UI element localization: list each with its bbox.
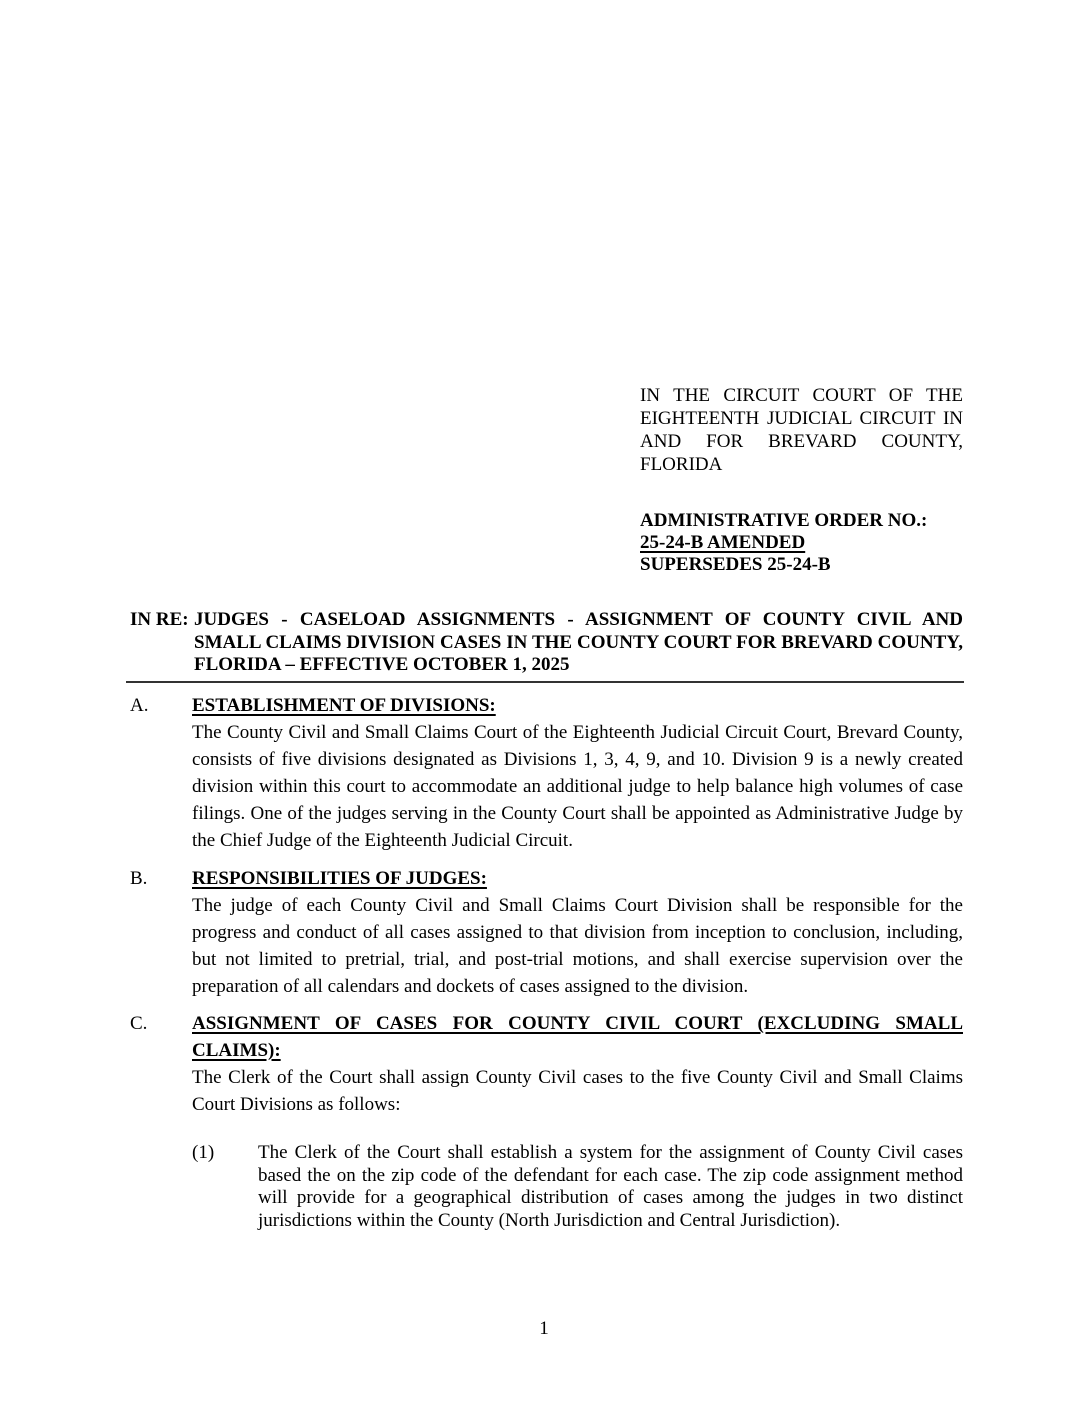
administrative-order-label: ADMINISTRATIVE ORDER NO.: <box>640 510 928 531</box>
in-re-block <box>130 609 963 677</box>
numbered-item-1 <box>192 1142 963 1232</box>
administrative-order-supersedes: SUPERSEDES 25-24-B <box>640 554 831 575</box>
section-c-body: The Clerk of the Court shall assign County Civil cases to the five County Civil and Small Claims Court Divisions as follows: <box>192 1067 963 1115</box>
section-b-heading: RESPONSIBILITIES OF JUDGES: <box>192 868 487 889</box>
numbered-item-1-label: (1) <box>192 1142 215 1163</box>
document-content <box>130 384 963 1232</box>
section-c-letter: C. <box>130 1013 148 1034</box>
section-a-body: The County Civil and Small Claims Court of the Eighteenth Judicial Circuit Court, Brevard County, consists of five divisions designated as Divisions 1, 3, 4, 9, and 10. Division 9 is a newly created division within this court to accommodate an additional judge to help balance high volumes of case filings. One of the judges serving in the County Court shall be appointed as Administrative Judge by the Chief Judge of the Eighteenth Judicial Circuit. <box>192 722 963 851</box>
page-number: 1 <box>539 1318 549 1339</box>
section-b-content <box>192 865 963 1000</box>
court-caption-block: IN THE CIRCUIT COURT OF THE EIGHTEENTH JUDICIAL CIRCUIT IN AND FOR BREVARD COUNTY, FLORIDA <box>640 385 963 475</box>
section-a-content <box>192 692 963 854</box>
section-a-heading: ESTABLISHMENT OF DIVISIONS: <box>192 695 496 716</box>
in-re-subject: JUDGES - CASELOAD ASSIGNMENTS - ASSIGNMENT OF COUNTY CIVIL AND SMALL CLAIMS DIVISION CASES IN THE COUNTY COURT FOR BREVARD COUNTY, FLORIDA – EFFECTIVE OCTOBER 1, 2025 <box>194 609 963 675</box>
administrative-order-block <box>640 510 963 576</box>
section-c-heading: ASSIGNMENT OF CASES FOR COUNTY CIVIL COURT (EXCLUDING SMALL CLAIMS): <box>192 1013 963 1061</box>
section-a <box>130 692 963 854</box>
section-a-letter: A. <box>130 695 149 716</box>
horizontal-rule <box>126 681 964 683</box>
in-re-label: IN RE: <box>130 609 189 630</box>
section-c <box>130 1010 963 1118</box>
section-c-content <box>192 1010 963 1118</box>
section-b-body: The judge of each County Civil and Small Claims Court Division shall be responsible for the progress and conduct of all cases assigned to that division from inception to conclusion, including, but not limited to pretrial, trial, and post-trial motions, and shall exercise supervision over the preparation of all calendars and dockets of cases assigned to the division. <box>192 895 963 997</box>
numbered-item-1-text: The Clerk of the Court shall establish a system for the assignment of County Civil cases based the on the zip code of the defendant for each case. The zip code assignment method will provide for a geographical distribution of cases among the judges in two distinct jurisdictions within the County (North Jurisdiction and Central Jurisdiction). <box>258 1142 963 1231</box>
section-b <box>130 865 963 1000</box>
section-b-letter: B. <box>130 868 148 889</box>
administrative-order-number: 25-24-B AMENDED <box>640 532 806 553</box>
